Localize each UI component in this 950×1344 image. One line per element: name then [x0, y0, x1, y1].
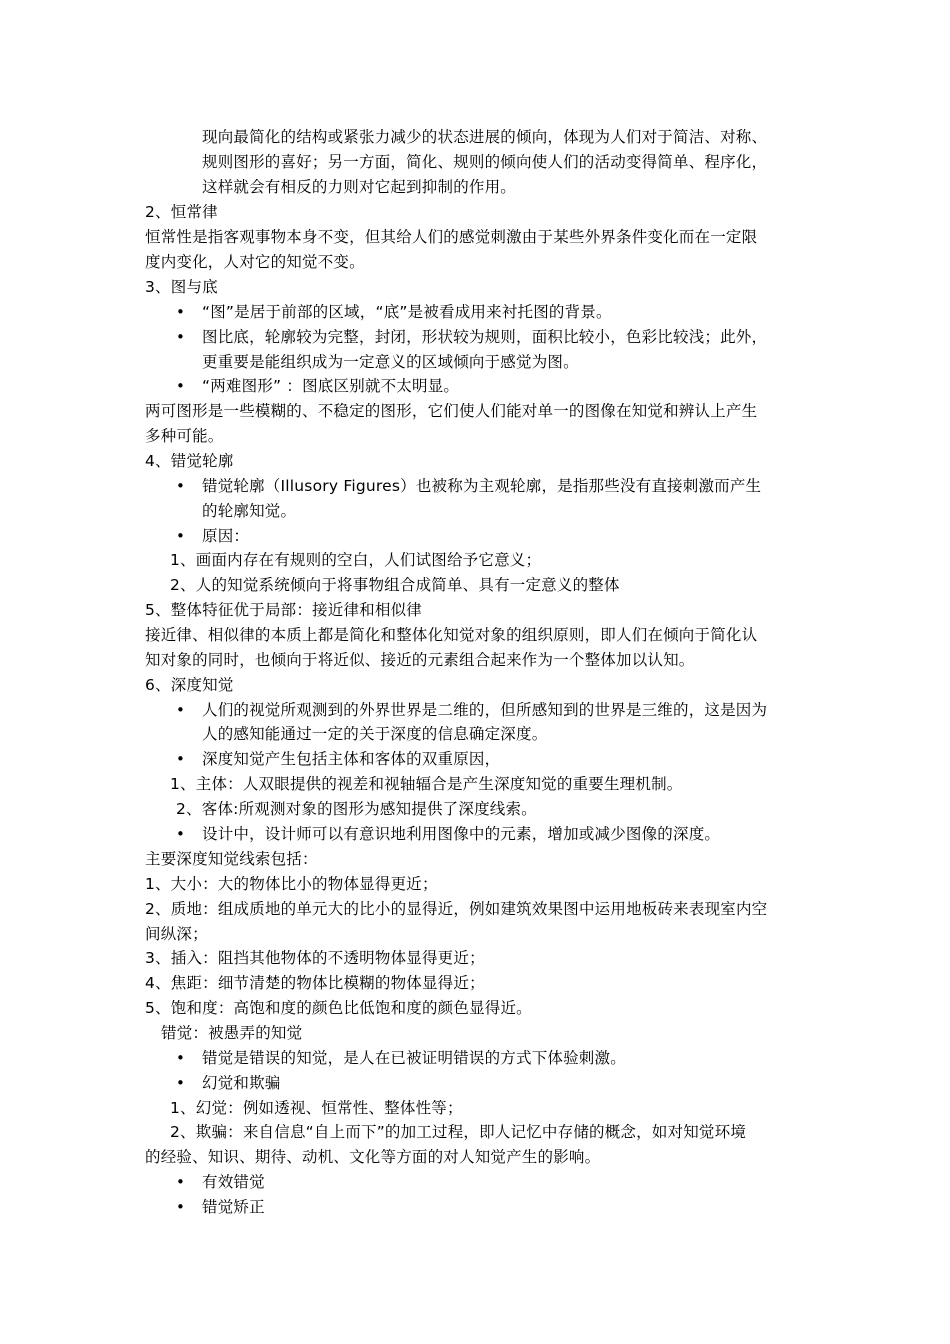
bullet-icon: • — [176, 303, 185, 321]
section-heading: 6、深度知觉 — [145, 676, 234, 694]
text-line: 主要深度知觉线索包括： — [145, 850, 318, 868]
list-item: 图比底，轮廓较为完整，封闭，形状较为规则，面积比较小，色彩比较浅；此外， — [202, 328, 768, 346]
text-line: 1、主体：人双眼提供的视差和视轴辐合是产生深度知觉的重要生理机制。 — [170, 775, 683, 793]
list-item: 错觉矫正 — [202, 1198, 265, 1216]
list-item: 幻觉和欺骗 — [202, 1074, 281, 1092]
list-item: 更重要是能组织成为一定意义的区域倾向于感觉为图。 — [202, 353, 579, 371]
text-line: 现向最简化的结构或紧张力减少的状态进展的倾向，体现为人们对于简洁、对称、 — [202, 128, 768, 146]
bullet-icon: • — [176, 527, 185, 545]
text-line: 1、画面内存在有规则的空白，人们试图给予它意义； — [170, 551, 542, 569]
text-line: 恒常性是指客观事物本身不变，但其给人们的感觉刺激由于某些外界条件变化而在一定限 — [145, 228, 758, 246]
list-item: 错觉轮廓（Illusory Figures）也被称为主观轮廓，是指那些没有直接刺激而产生 — [202, 477, 762, 495]
text-line: 1、幻觉：例如透视、恒常性、整体性等； — [170, 1099, 463, 1117]
bullet-icon: • — [176, 1074, 185, 1092]
bullet-icon: • — [176, 825, 185, 843]
bullet-icon: • — [176, 1173, 185, 1191]
bullet-icon: • — [176, 701, 185, 719]
list-item: 原因： — [202, 527, 250, 545]
text-line: 2、欺骗：来自信息“自上而下”的加工过程，即人记忆中存储的概念，如对知觉环境 — [170, 1123, 747, 1141]
list-item: “图”是居于前部的区域，“底”是被看成用来衬托图的背景。 — [202, 303, 612, 321]
section-heading: 5、整体特征优于局部：接近律和相似律 — [145, 601, 422, 619]
list-item: “两难图形” ：图底区别就不太明显。 — [202, 377, 460, 395]
text-line: 1、大小：大的物体比小的物体显得更近； — [145, 875, 438, 893]
list-item: 错觉是错误的知觉，是人在已被证明错误的方式下体验刺激。 — [202, 1049, 626, 1067]
bullet-icon: • — [176, 377, 185, 395]
text-line: 2、质地：组成质地的单元大的比小的显得近，例如建筑效果图中运用地板砖来表现室内空 — [145, 900, 768, 918]
list-item: 深度知觉产生包括主体和客体的双重原因， — [202, 750, 501, 768]
bullet-icon: • — [176, 1198, 185, 1216]
list-item: 的轮廓知觉。 — [202, 502, 297, 520]
text-line: 5、饱和度：高饱和度的颜色比低饱和度的颜色显得近。 — [145, 999, 532, 1017]
section-heading: 2、恒常律 — [145, 203, 218, 221]
bullet-icon: • — [176, 477, 185, 495]
section-heading: 错觉：被愚弄的知觉 — [161, 1024, 303, 1042]
text-line: 的经验、知识、期待、动机、文化等方面的对人知觉产生的影响。 — [145, 1148, 601, 1166]
text-line: 3、插入：阻挡其他物体的不透明物体显得更近； — [145, 949, 485, 967]
bullet-icon: • — [176, 750, 185, 768]
text-line: 接近律、相似律的本质上都是简化和整体化知觉对象的组织原则，即人们在倾向于简化认 — [145, 626, 758, 644]
text-line: 4、焦距：细节清楚的物体比模糊的物体显得近； — [145, 974, 485, 992]
list-item: 有效错觉 — [202, 1173, 265, 1191]
text-line: 2、客体:所观测对象的图形为感知提供了深度线索。 — [176, 800, 537, 818]
list-item: 设计中，设计师可以有意识地利用图像中的元素，增加或减少图像的深度。 — [202, 825, 721, 843]
text-line: 知对象的同时，也倾向于将近似、接近的元素组合起来作为一个整体加以认知。 — [145, 651, 695, 669]
bullet-icon: • — [176, 328, 185, 346]
text-line: 度内变化，人对它的知觉不变。 — [145, 253, 365, 271]
text-line: 间纵深； — [145, 925, 208, 943]
text-line: 2、人的知觉系统倾向于将事物组合成简单、具有一定意义的整体 — [170, 576, 620, 594]
section-heading: 4、错觉轮廓 — [145, 452, 234, 470]
text-line: 两可图形是一些模糊的、不稳定的图形，它们使人们能对单一的图像在知觉和辨认上产生 — [145, 402, 758, 420]
list-item: 人们的视觉所观测到的外界世界是二维的，但所感知到的世界是三维的，这是因为 — [202, 701, 768, 719]
list-item: 人的感知能通过一定的关于深度的信息确定深度。 — [202, 725, 548, 743]
text-line: 多种可能。 — [145, 427, 224, 445]
section-heading: 3、图与底 — [145, 278, 218, 296]
text-line: 这样就会有相反的力则对它起到抑制的作用。 — [202, 178, 517, 196]
text-line: 规则图形的喜好；另一方面，简化、规则的倾向使人们的活动变得简单、程序化， — [202, 153, 768, 171]
bullet-icon: • — [176, 1049, 185, 1067]
